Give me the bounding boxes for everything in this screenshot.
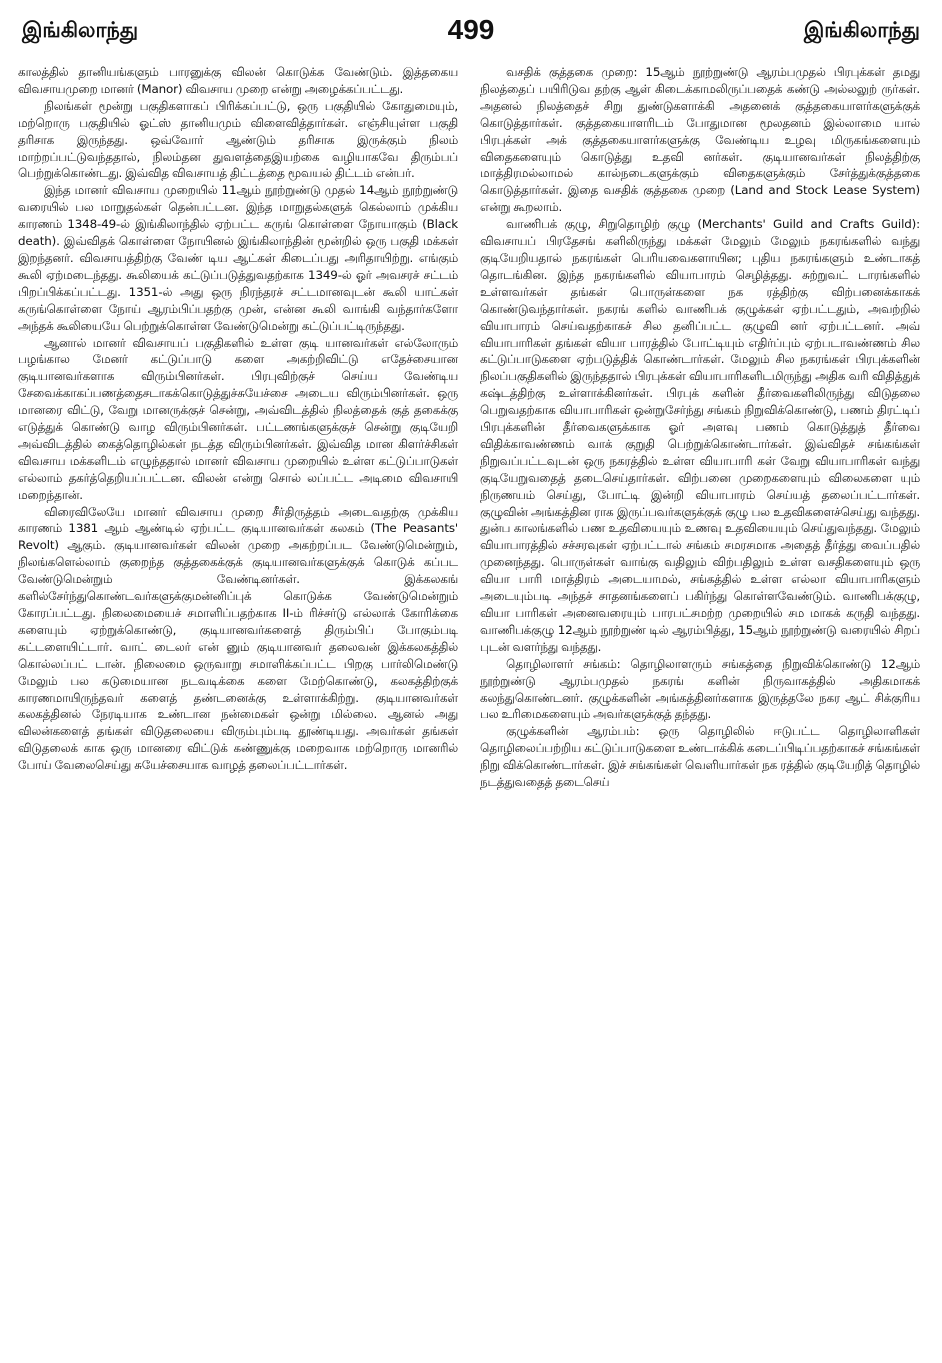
- paragraph: ஆனால் மானர் விவசாயப் பகுதிகளில் உள்ள குடி யானவர்கள் எல்லோரும் பழங்கால மேனர் கட்டுப்பாடு களை அகற்றிவிட்டு எதேச்சையான குடியானவர்களாக விரும்பினர்கள். பிரபுவிற்குச் செய்ய வேண்டிய சேவைக்காகப்பணத்தைசடாகக்கொடுத்துச்சுயேச்சை அடைய விரும்பினர்கள். ஒரு மானரை விட்டு, வேறு மானருக்குச் சென்று, அவ்விடத்தில் நிலத்தைக் குத் தகைக்கு எடுத்துக் கொண்டு வாழ விரும்பினர்கள். பட்டணங்களுக்குச் சென்று குடியேறி அவ்விடத்தில் கைத்தொழில்கள் நடத்த விரும்பினர்கள். இவ்வித மான கிளர்ச்சிகள் விவசாய மக்களிடம் எழுந்ததால் மானர் விவசாய முறையில் உள்ள கட்டுப்பாடுகள் எல்லாம் தகர்த்தெறியப்பட்டன. விலன் என்று சொல் லப்பட்ட அடிமை விவசாயி மறைந்தான்.: [18, 335, 458, 502]
- paragraph: காலத்தில் தானியங்களும் பாரனுக்கு விலன் கொடுக்க வேண்டும். இத்தகைய விவசாயமுறை மானர் (Manor) விவசாய முறை என்று அழைக்கப்பட்டது.: [18, 65, 458, 96]
- paragraph: நிலங்கள் மூன்று பகுதிகளாகப் பிரிக்கப்பட்டு, ஒரு பகுதியில் கோதுமையும், மற்றொரு பகுதியில் ஓட்ஸ் தானியமும் விளைவித்தார்கள். எஞ்சியுள்ள பகுதி தரிசாக இருந்தது. ஒவ்வோர் ஆண்டும் தரிசாக இருக்கும் நிலம் மாற்றப்பட்டுவந்ததால், நிலம்தன துவளத்தைஇயற்கை வழியாகவே திரும்பப் பெற்றுக்கொண்டது. இவ்வித விவசாயத் திட்டத்தை மூவயல் திட்டம் என்பர்.: [18, 98, 458, 181]
- running-head-right: இங்கிலாந்து: [803, 18, 920, 42]
- page-header: [22, 14, 920, 50]
- page-number: 499: [447, 14, 495, 45]
- running-head-left: இங்கிலாந்து: [22, 18, 139, 42]
- paragraph-workers-union: தொழிலாளர் சங்கம்: தொழிலாளரும் சங்கத்தை நிறுவிக்கொண்டு 12ஆம் நூற்றுண்டு ஆரம்பமுதல் நகரங் களின் நிருவாகத்தில் அதிகமாகக் கலந்துகொண்டனர். குழுக்களின் அங்கத்தினர்களாக இருத்தலே நகர ஆட் சிக்குரிய பல உரிமைகளையும் அவர்களுக்குத் தந்தது.: [480, 656, 920, 722]
- paragraph-guild-origins: குழுக்களின் ஆரம்பம்: ஒரு தொழிலில் ஈடுபட்ட தொழிலாளிகள் தொழிலைப்பற்றிய கட்டுப்பாடுகளை உண்டாக்கிக் கடைப்பிடிப்பதற்காகச் சங்கங்கள் நிறு விக்கொண்டார்கள். இச் சங்கங்கள் வெளியார்கள் நக ரத்தில் குடியேறித் தொழில் நடத்துவதைத் தடைசெய்: [480, 724, 920, 790]
- paragraph-merchants-guild: வாணிபக் குழு, சிறுதொழிற் குழு (Merchants' Guild and Crafts Guild): விவசாயப் பிரதேசங் களிலிருந்து மக்கள் மேலும் மேலும் நகரங்களில் வந்து குடியேறியதால் நகரங்கள் பெரியவைகளாயின; புதிய நகரங்களும் உண்டாகத் தொடங்கின. இந்த நகரங்களில் வியாபாரம் செழித்தது. சுற்றுவட் டாரங்களில் உள்ளவர்கள் தங்கள் பொருள்களை நக ரத்திற்கு விற்பனைக்காகக் கொண்டுவந்தார்கள். நகரங் களில் வாணிபக் குழுக்கள் ஏற்பட்டதும், அவற்றில் வியாபாரம் செய்வதற்காகச் சில தனிப்பட்ட குழுவி னர் ஏற்பட்டனர். அவ் வியாபாரிகள் தங்கள் வியா பாரத்தில் போட்டியும் எதிர்ப்பும் ஏற்படாவண்ணம் சில கட்டுப்பாடுகளை ஏற்படுத்திக் கொண்டார்கள். மேலும் சில நகரங்கள் பிரபுக்களின் நிலப்பகுதிகளில் இருந்ததால் பிரபுக்கள் வியாபாரிகளிடமிருந்து அதிக வரி விதித்துக் கஷ்டத்திற்கு உள்ளாக்கினர்கள். பிரபுக் களின் தீர்வைகளிலிருந்து விடுதலை பெறுவதற்காக வியாபாரிகள் ஒன்றுசேர்ந்து சங்கம் நிறுவிக்கொண்டு, பணம் திரட்டிப் பிரபுக்களின் தீர்வைகளுக்காக ஓர் அளவு பணம் கொடுத்துத் தீர்வை விதிக்காவண்ணம் வாக் குறுதி பெற்றுக்கொண்டார்கள். இவ்விதச் சங்கங்கள் நிறுவப்பட்டவுடன் ஒரு நகரத்தில் உள்ள வியாபாரி கள் வேறு வியாபாரிகள் வந்து குடியேறுவதைத் தடைசெய்தார்கள். விற்பனை முறைகளையும் விலைகளை யும் நிருணயம் செய்து, போட்டி இன்றி வியாபாரம் செய்யத் தலைப்பட்டார்கள். குழுவின் அங்கத்தின ராக இருப்பவர்களுக்குக் குழு பல உதவிகளைச்செய்து வந்தது. துன்ப காலங்களில் பண உதவியையும் உணவு உதவியையும் செய்துவந்தது. மேலும் வியாபாரத்தில் சச்சரவுகள் ஏற்பட்டால் சங்கம் சமரசமாக அதைத் தீர்த்து வைப்பதில் முனைந்தது. பொருள்கள் வாங்கு வதிலும் விற்பதிலும் உள்ள வசதிகளையும் ஒரு வியா பாரி மாத்திரம் அடையாமல், சங்கத்தில் உள்ள எல்லா வியாபாரிகளும் அடையும்படி அந்தச் சாதனங்களைப் பகிர்ந்து கொள்ளவேண்டும். வாணிபக்குழு, வியா பாரிகள் அனைவரையும் பாரபட்சமற்ற முறையில் சம மாகக் கருதி வந்தது. வாணிபக்குழு 12ஆம் நூற்றுண் டில் ஆரம்பித்து, 15ஆம் நூற்றுண்டு வரையில் சிறப் புடன் வளர்ந்து வந்தது.: [480, 217, 920, 654]
- left-column: [18, 64, 458, 774]
- right-column: [480, 64, 920, 791]
- paragraph-land-stock-lease: வசதிக் குத்தகை முறை: 15ஆம் நூற்றுண்டு ஆரம்பமுதல் பிரபுக்கள் தமது நிலத்தைப் பயிரிடுவ தற்கு ஆள் கிடைக்காமலிருப்பதைக் கண்டு அல்லலுற் ருர்கள். அதனல் நிலத்தைச் சிறு துண்டுகளாக்கி அதனைக் குத்தகையாளர்களுக்குக் கொடுத்தார்கள். குத்தகையாளரிடம் போதுமான மூலதனம் இல்லாமை யால் பிரபுக்கள் அக் குத்தகையாளர்களுக்கு வேண்டிய உழவு மிருகங்களையும் விதைகளையும் கொடுத்து உதவி னர்கள். குடியானவர்கள் நிலத்திற்கு மாத்திரமல்லாமல் கால்நடைகளுக்கும் விதைகளுக்கும் சேர்த்துக்குத்தகை கொடுத்தார்கள். இதை வசதிக் குத்தகை முறை (Land and Stock Lease System) என்று கூறலாம்.: [480, 65, 920, 215]
- paragraph: விரைவிலேயே மானர் விவசாய முறை சீர்திருத்தம் அடைவதற்கு முக்கிய காரணம் 1381 ஆம் ஆண்டில் ஏற்பட்ட குடியானவர்கள் கலகம் (The Peasants' Revolt) ஆகும். குடியானவர்கள் விலன் முறை அகற்றப்பட வேண்டுமென்றும், நிலங்களெல்லாம் குறைந்த குத்தகைக்குக் குடியானவர்களுக்குக் கொடுக் கப்பட வேண்டுமென்றும் வேண்டினர்கள். இக்கலகங் களில்சேர்ந்துகொண்டவர்களுக்குமன்னிப்புக் கொடுக்க வேண்டுமென்றும் கோரப்பட்டது. நிலைமையைச் சமாளிப்பதற்காக II-ம் ரிச்சர்டு எல்லாக் கோரிக்கை களையும் ஏற்றுக்கொண்டு, குடியானவர்களைத் திரும்பிப் போகும்படி கட்டளையிட்டார். வாட் டைலர் என் னும் குடியானவர் தலைவன் இக்கலகத்தில் கொல்லப்பட் டான். நிலைமை ஒருவாறு சமாளிக்கப்பட்ட பிறகு பார்லிமெண்டு மேலும் பல கடுமையான நடவடிக்கை களை மேற்கொண்டு, கலகத்திற்குக் காரணமாயிருந்தவர் களைத் தண்டனைக்கு உள்ளாக்கிற்று. குடியானவர்கள் கலகத்தினல் நேரடியாக உண்டான நன்மைகள் ஒன்று மில்லை. ஆனல் அது விலன்களைத் தங்கள் விடுதலையை விரும்பும்படி தூண்டியது. அவர்கள் தங்கள் விடுதலைக் காக ஒரு மானரை விட்டுக் கண்ணுக்கு மறைவாக மற்றொரு மானரில் போய் வேலைசெய்து சுயேச்சையாக வாழத் தலைப்பட்டார்கள்.: [18, 504, 458, 773]
- paragraph: இந்த மானர் விவசாய முறையில் 11ஆம் நூற்றுண்டு முதல் 14ஆம் நூற்றுண்டு வரையில் பல மாறுதல்கள் தென்பட்டன. இந்த மாறுதல்களுக் கெல்லாம் முக்கிய காரணம் 1348-49-ல் இங்கிலாந்தில் ஏற்பட்ட கருங் கொள்ளை நோயாகும் (Black death). இவ்விதக் கொள்ளை நோயினல் இங்கிலாந்தின் மூன்றில் ஒரு பகுதி மக்கள் இறந்தனர். விவசாயத்திற்கு வேண் டிய ஆட்கள் கிடைப்பது அரிதாயிற்று. எங்கும் கூலி ஏற்மடைந்தது. கூலியைக் கட்டுப்படுத்துவதற்காக 1349-ல் ஓர் அவசரச் சட்டம் பிறப்பிக்கப்பட்டது. 1351-ல் அது ஒரு நிரந்தரச் சட்டமானவுடன் கூலி யாட்கள் கருங்கொள்ளை நோய் ஆரம்பிப்பதற்கு முன், என்ன கூலி வாங்கி வந்தார்களோ அந்தக் கூலியையே பெற்றுக்கொள்ள வேண்டுமென்று கட்டுப்பட்டிருந்தது.: [18, 183, 458, 333]
